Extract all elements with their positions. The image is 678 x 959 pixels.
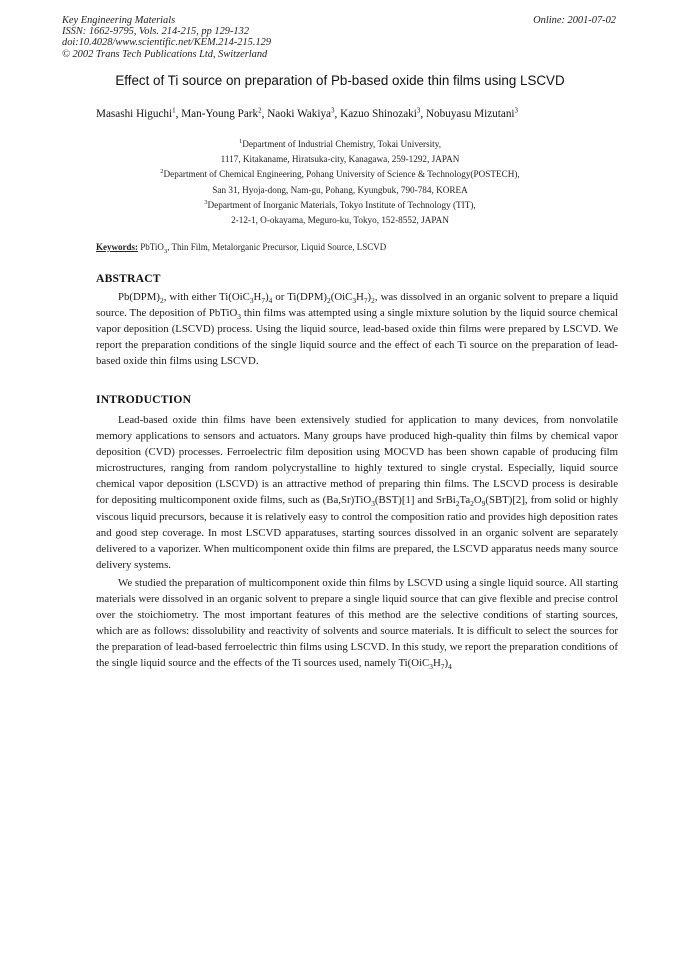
copyright-line: © 2002 Trans Tech Publications Ltd, Switzerland	[62, 48, 268, 60]
abstract-section	[96, 272, 618, 369]
affiliation-dept: $^3$Department of Inorganic Materials, Tokyo Institute of Technology (TIT),	[204, 198, 476, 210]
introduction-paragraph: Lead-based oxide thin films have been extensively studied for application to many devices, from nonvolatile memory applications to sensors and actuators. Many groups have produced high-quality thin films by chemical vapor deposition (CVD) processes. Ferroelectric film deposition using MOCVD has been shown capable of producing film microstructures, ranging from random polycrystalline to highly textured to single crystal. Especially, liquid source chemical vapor deposition (LSCVD) is an attractive method of preparing thin films. The LSCVD process is desirable for depositing multicomponent oxide films, such as (Ba,Sr)TiO$_3$(BST)[1] and $SrBi_2Ta_2O_9(SBT)[2]$, from solid or highly viscous liquid precursors, because it is relatively easy to control the composition ratio and provides high deposition rates and good step coverage. In most LSCVD apparatuses, starting sources dissolved in an organic solvent are separately delivered to a vaporizer. When multicomponent oxide thin films are prepared, the LSCVD apparatus needs many source delivery systems.	[96, 414, 619, 571]
author: Nobuyasu Mizutani$^3$	[425, 106, 519, 120]
affiliation-dept: $^1$Department of Industrial Chemistry, Tokai University,	[238, 137, 442, 149]
keywords-label: Keywords:	[96, 242, 138, 252]
abstract-paragraph: $Pb(DPM)_2$, with either $Ti(OiC_3H_7)_4$ or $Ti(DPM)_2(OiC_3H_7)_2$, was dissolved in an organic solvent to prepare a liquid source. The deposition of PbTiO$_3$ thin films was attempted using a single mixture solution by the liquid source chemical vapor deposition (LSCVD) process. Using the liquid source, lead-based oxide thin films were prepared by LSCVD. We report the preparation conditions of the single liquid source and the effect of each Ti source on the preparation of lead-based oxide thin films using LSCVD.	[96, 291, 618, 368]
introduction-section	[96, 393, 618, 672]
affiliation-address: 2-12-1, O-okayama, Meguro-ku, Tokyo, 152-8552, JAPAN	[231, 215, 449, 226]
journal-header	[62, 15, 392, 60]
introduction-heading: INTRODUCTION	[96, 393, 192, 406]
issn-line: ISSN: 1662-9795, Vols. 214-215, pp 129-132	[62, 26, 250, 38]
affiliation-address: 1117, Kitakaname, Hiratsuka-city, Kanagawa, 259-1292, JAPAN	[220, 154, 460, 165]
online-date: Online: 2001-07-02	[533, 15, 616, 26]
keywords-text: PbTiO$_3$, Thin Film, Metalorganic Precursor, Liquid Source, LSCVD	[140, 242, 387, 255]
keywords	[96, 241, 616, 253]
journal-name: Key Engineering Materials	[62, 15, 176, 26]
author-list	[96, 107, 616, 121]
affiliation-dept: $^2$Department of Chemical Engineering, Pohang University of Science & Technology(POSTECH),	[160, 168, 520, 180]
doi-line: doi:10.4028/www.scientific.net/KEM.214-215.129	[62, 37, 272, 49]
author: Masashi Higuchi$^1$,	[96, 106, 182, 120]
author: Naoki Wakiya$^3$,	[267, 106, 341, 120]
affiliations	[60, 137, 620, 228]
affiliation-address: San 31, Hyoja-dong, Nam-gu, Pohang, Kyungbuk, 790-784, KOREA	[212, 184, 468, 195]
author: Kazuo Shinozaki$^3$,	[340, 106, 426, 120]
author: Man-Young Park$^2$,	[181, 106, 268, 120]
introduction-paragraph: We studied the preparation of multicomponent oxide thin films by LSCVD using a single liquid source. All starting materials were dissolved in an organic solvent to prepare a single liquid source that can give flexible and precise control over the stoichiometry. The most important features of this method are the selective conditions of starting sources, which are as follows: dissolubility and reactivity of solvents and source materials. It is difficult to select the sources for the preparation of lead-based ferroelectric thin films using LSCVD. In this study, we report the preparation conditions of the single liquid source and the effects of the Ti sources used, namely $Ti(OiC_3H_7)_4$	[96, 576, 618, 672]
abstract-heading: ABSTRACT	[96, 272, 161, 285]
paper-title: Effect of Ti source on preparation of Pb-based oxide thin films using LSCVD	[115, 73, 565, 88]
